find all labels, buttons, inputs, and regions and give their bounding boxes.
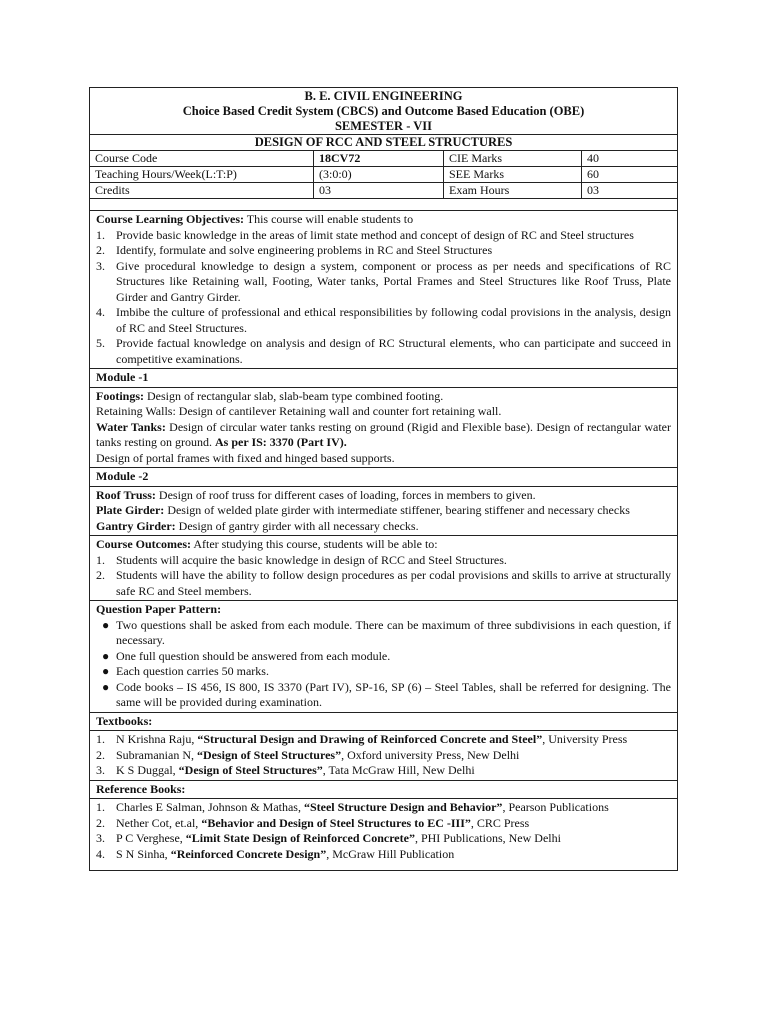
book-author: Charles E Salman, Johnson & Mathas, — [116, 800, 304, 814]
list-item-text: Students will have the ability to follow design procedures as per codal provisions and skills to arrive at structurally safe RC and Steel members. — [116, 568, 671, 598]
book-publisher: , University Press — [542, 732, 628, 746]
outcomes-section — [90, 536, 677, 601]
water-text: Design of circular water tanks resting on ground (Rigid and Flexible base). Design of rectangular water tanks resting on ground. — [96, 419, 672, 449]
list-item: 2. Subramanian N, “Design of Steel Structures”, Oxford university Press, New Delhi — [96, 747, 520, 762]
list-item — [96, 664, 671, 680]
references-list — [96, 800, 671, 862]
textbooks-heading: Textbooks: — [90, 713, 677, 732]
portal-text: Design of portal frames with fixed and hinged based supports. — [96, 450, 395, 465]
book-publisher: , Oxford university Press, New Delhi — [341, 747, 520, 762]
table-cell: 03 — [314, 183, 444, 199]
list-item: 3. P C Verghese, “Limit State Design of Reinforced Concrete”, PHI Publications, New Delhi — [96, 831, 561, 845]
bullet-icon: ● — [102, 664, 110, 678]
table-cell: CIE Marks — [444, 151, 582, 167]
module1-content — [90, 388, 677, 469]
objectives-intro: This course will enable students to — [243, 212, 414, 226]
book-publisher: , Tata McGraw Hill, New Delhi — [322, 763, 475, 777]
book-publisher: , McGraw Hill Publication — [326, 846, 455, 861]
table-cell: Credits — [90, 183, 314, 199]
list-item: 3. K S Duggal, “Design of Steel Structures”, Tata McGraw Hill, New Delhi — [96, 763, 475, 777]
list-item: 1. Students will acquire the basic knowledge in design of RCC and Steel Structures. — [96, 552, 507, 567]
book-title: “Structural Design and Drawing of Reinforced Concrete and Steel” — [197, 732, 543, 746]
table-cell: (3:0:0) — [314, 167, 444, 183]
book-title: “Limit State Design of Reinforced Concrete” — [185, 831, 415, 845]
book-publisher: , PHI Publications, New Delhi — [414, 831, 561, 845]
pattern-list — [96, 618, 671, 711]
list-item: 4. Imbibe the culture of professional and ethical responsibilities by following codal provisions in the analysis, design of RC and Steel Structures. — [96, 305, 671, 335]
outcomes-heading: Course Outcomes: — [96, 537, 191, 551]
book-publisher: , Pearson Publications — [502, 800, 609, 814]
list-item: 2. Identify, formulate and solve engineering problems in RC and Steel Structures — [96, 243, 493, 257]
plate-label: Plate Girder: — [96, 503, 165, 517]
list-item-text: Provide basic knowledge in the areas of limit state method and concept of design of RC and Steel structures — [116, 227, 634, 242]
module1-heading: Module -1 — [90, 369, 677, 388]
list-item-text: Imbibe the culture of professional and ethical responsibilities by following codal provisions in the analysis, design of RC and Steel Structures. — [116, 305, 671, 335]
pattern-section — [90, 601, 677, 713]
course-info-table — [90, 151, 677, 199]
module2-content — [90, 487, 677, 537]
book-author: S N Sinha, — [116, 846, 171, 861]
gantry-label: Gantry Girder: — [96, 518, 176, 533]
book-title: “Reinforced Concrete Design” — [170, 846, 327, 861]
table-cell: 18CV72 — [314, 151, 444, 167]
program-title: B. E. CIVIL ENGINEERING — [304, 89, 463, 103]
bullet-icon: ● — [102, 648, 110, 663]
syllabus-frame — [89, 87, 678, 871]
table-row — [90, 151, 677, 167]
list-item: 4. S N Sinha, “Reinforced Concrete Design”, McGraw Hill Publication — [96, 846, 455, 861]
list-item: 1. Charles E Salman, Johnson & Mathas, “Steel Structure Design and Behavior”, Pearson Publications — [96, 800, 609, 814]
objectives-heading: Course Learning Objectives: — [96, 212, 244, 226]
book-title: “Behavior and Design of Steel Structures to EC -III” — [201, 815, 471, 830]
list-item: 1. Provide basic knowledge in the areas of limit state method and concept of design of RC and Steel structures — [96, 227, 634, 242]
book-author: K S Duggal, — [116, 763, 179, 777]
list-item — [96, 618, 671, 649]
outcomes-intro: After studying this course, students will be able to: — [190, 537, 438, 551]
divider — [90, 199, 677, 211]
table-row — [90, 183, 677, 199]
roof-text: Design of roof truss for different cases of loading, forces in members to given. — [155, 487, 536, 502]
semester-title: SEMESTER - VII — [334, 119, 433, 133]
list-item — [96, 680, 671, 711]
footings-label: Footings: — [96, 388, 144, 403]
water-label: Water Tanks: — [96, 419, 166, 434]
book-author: P C Verghese, — [116, 831, 186, 845]
book-title: “Steel Structure Design and Behavior” — [303, 800, 503, 814]
gantry-text: Design of gantry girder with all necessary checks. — [175, 518, 419, 533]
list-item-text: Code books – IS 456, IS 800, IS 3370 (Part IV), SP-16, SP (6) – Steel Tables, shall be referred for designing. The same will be provided during examination. — [116, 679, 671, 709]
list-item-text: Each question carries 50 marks. — [116, 664, 269, 678]
list-item-text: One full question should be answered from each module. — [116, 648, 391, 663]
list-item: 5. Provide factual knowledge on analysis and design of RC Structural elements, who can participate and succeed in competitive examinations. — [96, 336, 671, 366]
pattern-heading: Question Paper Pattern: — [96, 602, 222, 616]
list-item: 2. Nether Cot, et.al, “Behavior and Design of Steel Structures to EC -III”, CRC Press — [96, 815, 530, 830]
program-header — [90, 88, 677, 135]
list-item-text: Give procedural knowledge to design a system, component or process as per needs and specifications of RC Structures like Retaining wall, Footing, Water tanks, Portal Frames and Steel Structures like Roof Truss, Plate Girder and Gantry Girder. — [116, 258, 671, 304]
course-title: DESIGN OF RCC AND STEEL STRUCTURES — [90, 135, 677, 151]
book-publisher: , CRC Press — [470, 815, 530, 830]
water-ref: As per IS: 3370 (Part IV). — [215, 435, 347, 449]
objectives-section — [90, 211, 677, 369]
list-item-text: Two questions shall be asked from each module. There can be maximum of three subdivisions in each question, if necessary. — [116, 617, 671, 647]
module2-heading: Module -2 — [90, 468, 677, 487]
list-item: 1. N Krishna Raju, “Structural Design and Drawing of Reinforced Concrete and Steel”, University Press — [96, 732, 628, 746]
list-item: 2. Students will have the ability to follow design procedures as per codal provisions and skills to arrive at structurally safe RC and Steel members. — [96, 568, 671, 598]
table-cell: 60 — [582, 167, 678, 183]
roof-label: Roof Truss: — [96, 487, 156, 502]
bullet-icon: ● — [102, 617, 110, 632]
table-cell: Exam Hours — [444, 183, 582, 199]
list-item — [96, 649, 671, 665]
syllabus-sheet — [89, 87, 678, 871]
textbooks-list — [96, 732, 671, 779]
outcomes-list — [96, 553, 671, 600]
table-cell: Course Code — [90, 151, 314, 167]
book-author: Nether Cot, et.al, — [116, 815, 202, 830]
book-author: Subramanian N, — [116, 747, 197, 762]
bullet-icon: ● — [102, 679, 110, 694]
book-title: “Design of Steel Structures” — [196, 747, 342, 762]
table-cell: 03 — [582, 183, 678, 199]
textbooks-section — [90, 731, 677, 781]
table-cell: SEE Marks — [444, 167, 582, 183]
footings-text: Design of rectangular slab, slab-beam type combined footing. — [144, 388, 444, 403]
objectives-list — [96, 228, 671, 368]
scheme-title: Choice Based Credit System (CBCS) and Outcome Based Education (OBE) — [182, 104, 585, 118]
retaining-text: Retaining Walls: Design of cantilever Retaining wall and counter fort retaining wall. — [96, 404, 502, 418]
table-cell: 40 — [582, 151, 678, 167]
table-row — [90, 167, 677, 183]
references-section — [90, 799, 677, 871]
list-item-text: Identify, formulate and solve engineering problems in RC and Steel Structures — [116, 243, 493, 257]
list-item-text: Students will acquire the basic knowledge in design of RCC and Steel Structures. — [116, 552, 507, 567]
list-item-text: Provide factual knowledge on analysis and design of RC Structural elements, who can participate and succeed in competitive examinations. — [116, 336, 671, 366]
book-author: N Krishna Raju, — [116, 732, 198, 746]
plate-text: Design of welded plate girder with intermediate stiffener, bearing stiffener and necessary checks — [164, 503, 630, 517]
list-item: 3. Give procedural knowledge to design a system, component or process as per needs and specifications of RC Structures like Retaining wall, Footing, Water tanks, Portal Frames and Steel Structures like Roof Truss, Plate Girder and Gantry Girder. — [96, 258, 671, 304]
references-heading: Reference Books: — [90, 781, 677, 800]
table-cell: Teaching Hours/Week(L:T:P) — [90, 167, 314, 183]
book-title: “Design of Steel Structures” — [178, 763, 323, 777]
